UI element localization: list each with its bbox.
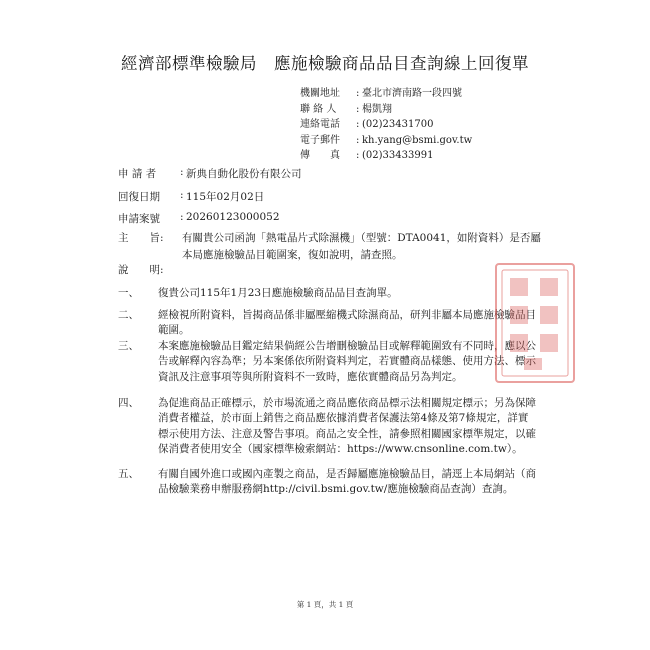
contact-phone: [300, 117, 472, 133]
item-number: 三、: [118, 340, 139, 352]
item-text: 經檢視所附資料，旨揭商品係非屬壓縮機式除濕商品，研判非屬本局應施檢驗品目範圍。: [158, 309, 536, 337]
explanation-label: 說 明:: [118, 264, 164, 276]
meta-label: 申請案號: [118, 213, 160, 225]
item-number: 四、: [118, 397, 139, 409]
contact-address: [300, 86, 472, 102]
subject-label: 主 旨:: [118, 232, 164, 244]
item-text: 為促進商品正確標示，於市場流通之商品應依商品標示法相關規定標示；另為保障消費者權益，於市面上銷售之商品應依據消費者保護法第4條及第7條規定，詳實標示使用方法、注意及警告事項。商品之安全性，請參照相關國家標準規定，以確保消費者使用安全（國家標準檢索網站：https://www.cnsonline.com.tw）。: [158, 397, 536, 455]
meta-value: 115年02月02日: [186, 191, 265, 203]
page-footer: 第 1 頁，共 1 頁: [296, 600, 354, 609]
meta-applicant: [118, 166, 302, 181]
contact-block: [300, 86, 472, 164]
contact-value: kh.yang@bsmi.gov.tw: [362, 134, 473, 146]
contact-label: 連絡電話: [300, 119, 340, 130]
contact-value: 臺北市濟南路一段四號: [362, 88, 462, 99]
item-text: 本案應施檢驗品目鑑定結果倘經公告增刪檢驗品目或解釋範圍致有不同時，應以公告或解釋內容為準；另本案係依所附資料判定，若實體商品樣態、使用方法、標示資訊及注意事項等與所附資料不一致時，應依實體商品另為判定。: [158, 340, 536, 383]
item-number: 一、: [118, 287, 139, 299]
meta-colon: :: [180, 211, 184, 223]
contact-colon: :: [356, 150, 360, 161]
meta-label: 申 請 者: [118, 168, 157, 180]
contact-email: [300, 133, 472, 149]
item-text: 有關自國外進口或國內產製之商品，是否歸屬應施檢驗品目，請逕上本局網站（商品檢驗業務申辦服務網http://civil.bsmi.gov.tw/應施檢驗商品查詢）查詢。: [158, 468, 536, 496]
document-title: 經濟部標準檢驗局 應施檢驗商品品目查詢線上回復單: [121, 54, 529, 73]
item-number: 二、: [118, 309, 139, 321]
official-seal-stamp: [490, 258, 580, 388]
meta-colon: :: [180, 189, 184, 201]
contact-fax: [300, 148, 472, 164]
meta-colon: :: [180, 166, 184, 178]
contact-label: 機關地址: [300, 88, 340, 99]
item-text: 復貴公司115年1月23日應施檢驗商品品目查詢單。: [158, 287, 398, 299]
meta-label: 回復日期: [118, 191, 160, 203]
item-number: 五、: [118, 468, 139, 480]
contact-colon: :: [356, 88, 360, 99]
contact-value: (02)23431700: [362, 119, 434, 130]
meta-value: 20260123000052: [186, 211, 280, 223]
contact-label: 傳 真: [300, 150, 340, 161]
subject-text: 有關貴公司函詢「熱電晶片式除濕機」（型號：DTA0041，如附資料）是否屬本局應施檢驗品目範圍案，復如說明，請查照。: [182, 232, 541, 261]
contact-label: 聯 絡 人: [300, 103, 337, 115]
meta-case-number: [118, 211, 280, 226]
contact-colon: :: [356, 119, 360, 130]
contact-person: [300, 102, 472, 118]
contact-label: 電子郵件: [300, 134, 340, 146]
meta-reply-date: [118, 189, 264, 204]
contact-value: 楊凱翔: [362, 103, 392, 115]
meta-value: 新典自動化股份有限公司: [186, 168, 302, 180]
contact-colon: :: [356, 103, 360, 115]
contact-value: (02)33433991: [362, 150, 434, 161]
contact-colon: :: [356, 134, 360, 146]
